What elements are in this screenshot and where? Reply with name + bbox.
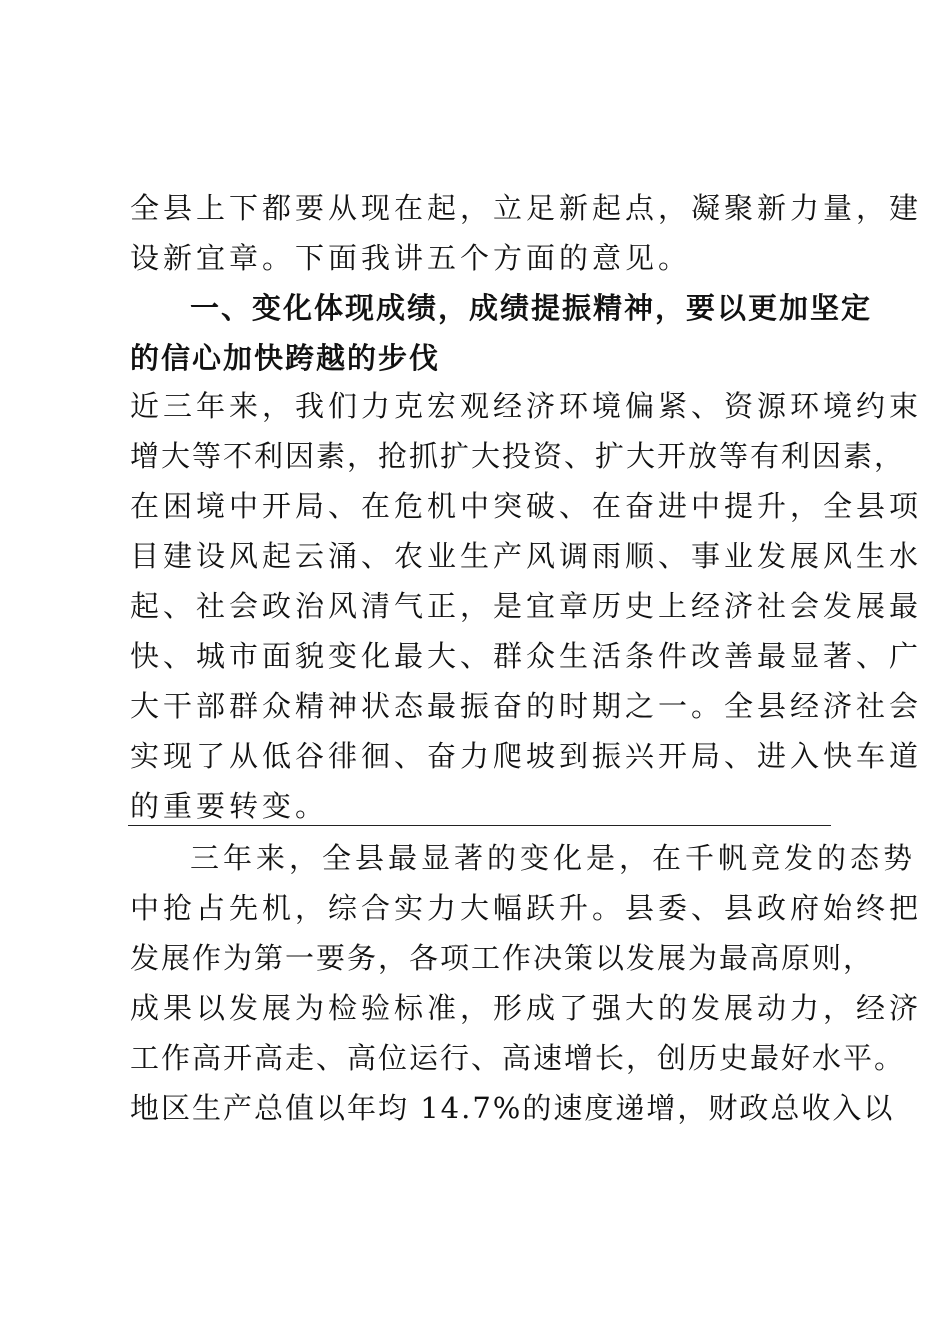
text-line: 设新宜章。下面我讲五个方面的意见。 — [130, 241, 692, 275]
text-line: 在困境中开局、在危机中突破、在奋进中提升，全县项 — [130, 489, 923, 523]
text-line: 起、社会政治风清气正，是宜章历史上经济社会发展最 — [130, 589, 923, 623]
text-line: 全县上下都要从现在起，立足新起点，凝聚新力量，建 — [130, 191, 923, 225]
text-line: 目建设风起云涌、农业生产风调雨顺、事业发展风生水 — [130, 539, 923, 573]
text-line: 工作高开高走、高位运行、高速增长，创历史最好水平。 — [130, 1041, 906, 1075]
text-line: 大干部群众精神状态最振奋的时期之一。全县经济社会 — [130, 689, 923, 723]
text-line: 三年来，全县最显著的变化是，在千帆竞发的态势 — [190, 841, 917, 875]
text-line: 快、城市面貌变化最大、群众生活条件改善最显著、广 — [130, 639, 923, 673]
text-line: 地区生产总值以年均 14.7%的速度递增，财政总收入以 — [130, 1091, 895, 1125]
text-line: 发展作为第一要务，各项工作决策以发展为最高原则， — [130, 941, 875, 975]
heading-line: 的信心加快跨越的步伐 — [130, 341, 441, 375]
text-line: 的重要转变。 — [130, 789, 329, 823]
horizontal-divider — [128, 825, 831, 826]
text-line: 实现了从低谷徘徊、奋力爬坡到振兴开局、进入快车道 — [130, 739, 923, 773]
text-line: 增大等不利因素，抢抓扩大投资、扩大开放等有利因素， — [130, 439, 906, 473]
heading-line: 一、变化体现成绩，成绩提振精神，要以更加坚定 — [190, 291, 873, 325]
text-line: 成果以发展为检验标准，形成了强大的发展动力，经济 — [130, 991, 923, 1025]
text-line: 近三年来，我们力克宏观经济环境偏紧、资源环境约束 — [130, 389, 923, 423]
text-line: 中抢占先机，综合实力大幅跃升。县委、县政府始终把 — [130, 891, 923, 925]
